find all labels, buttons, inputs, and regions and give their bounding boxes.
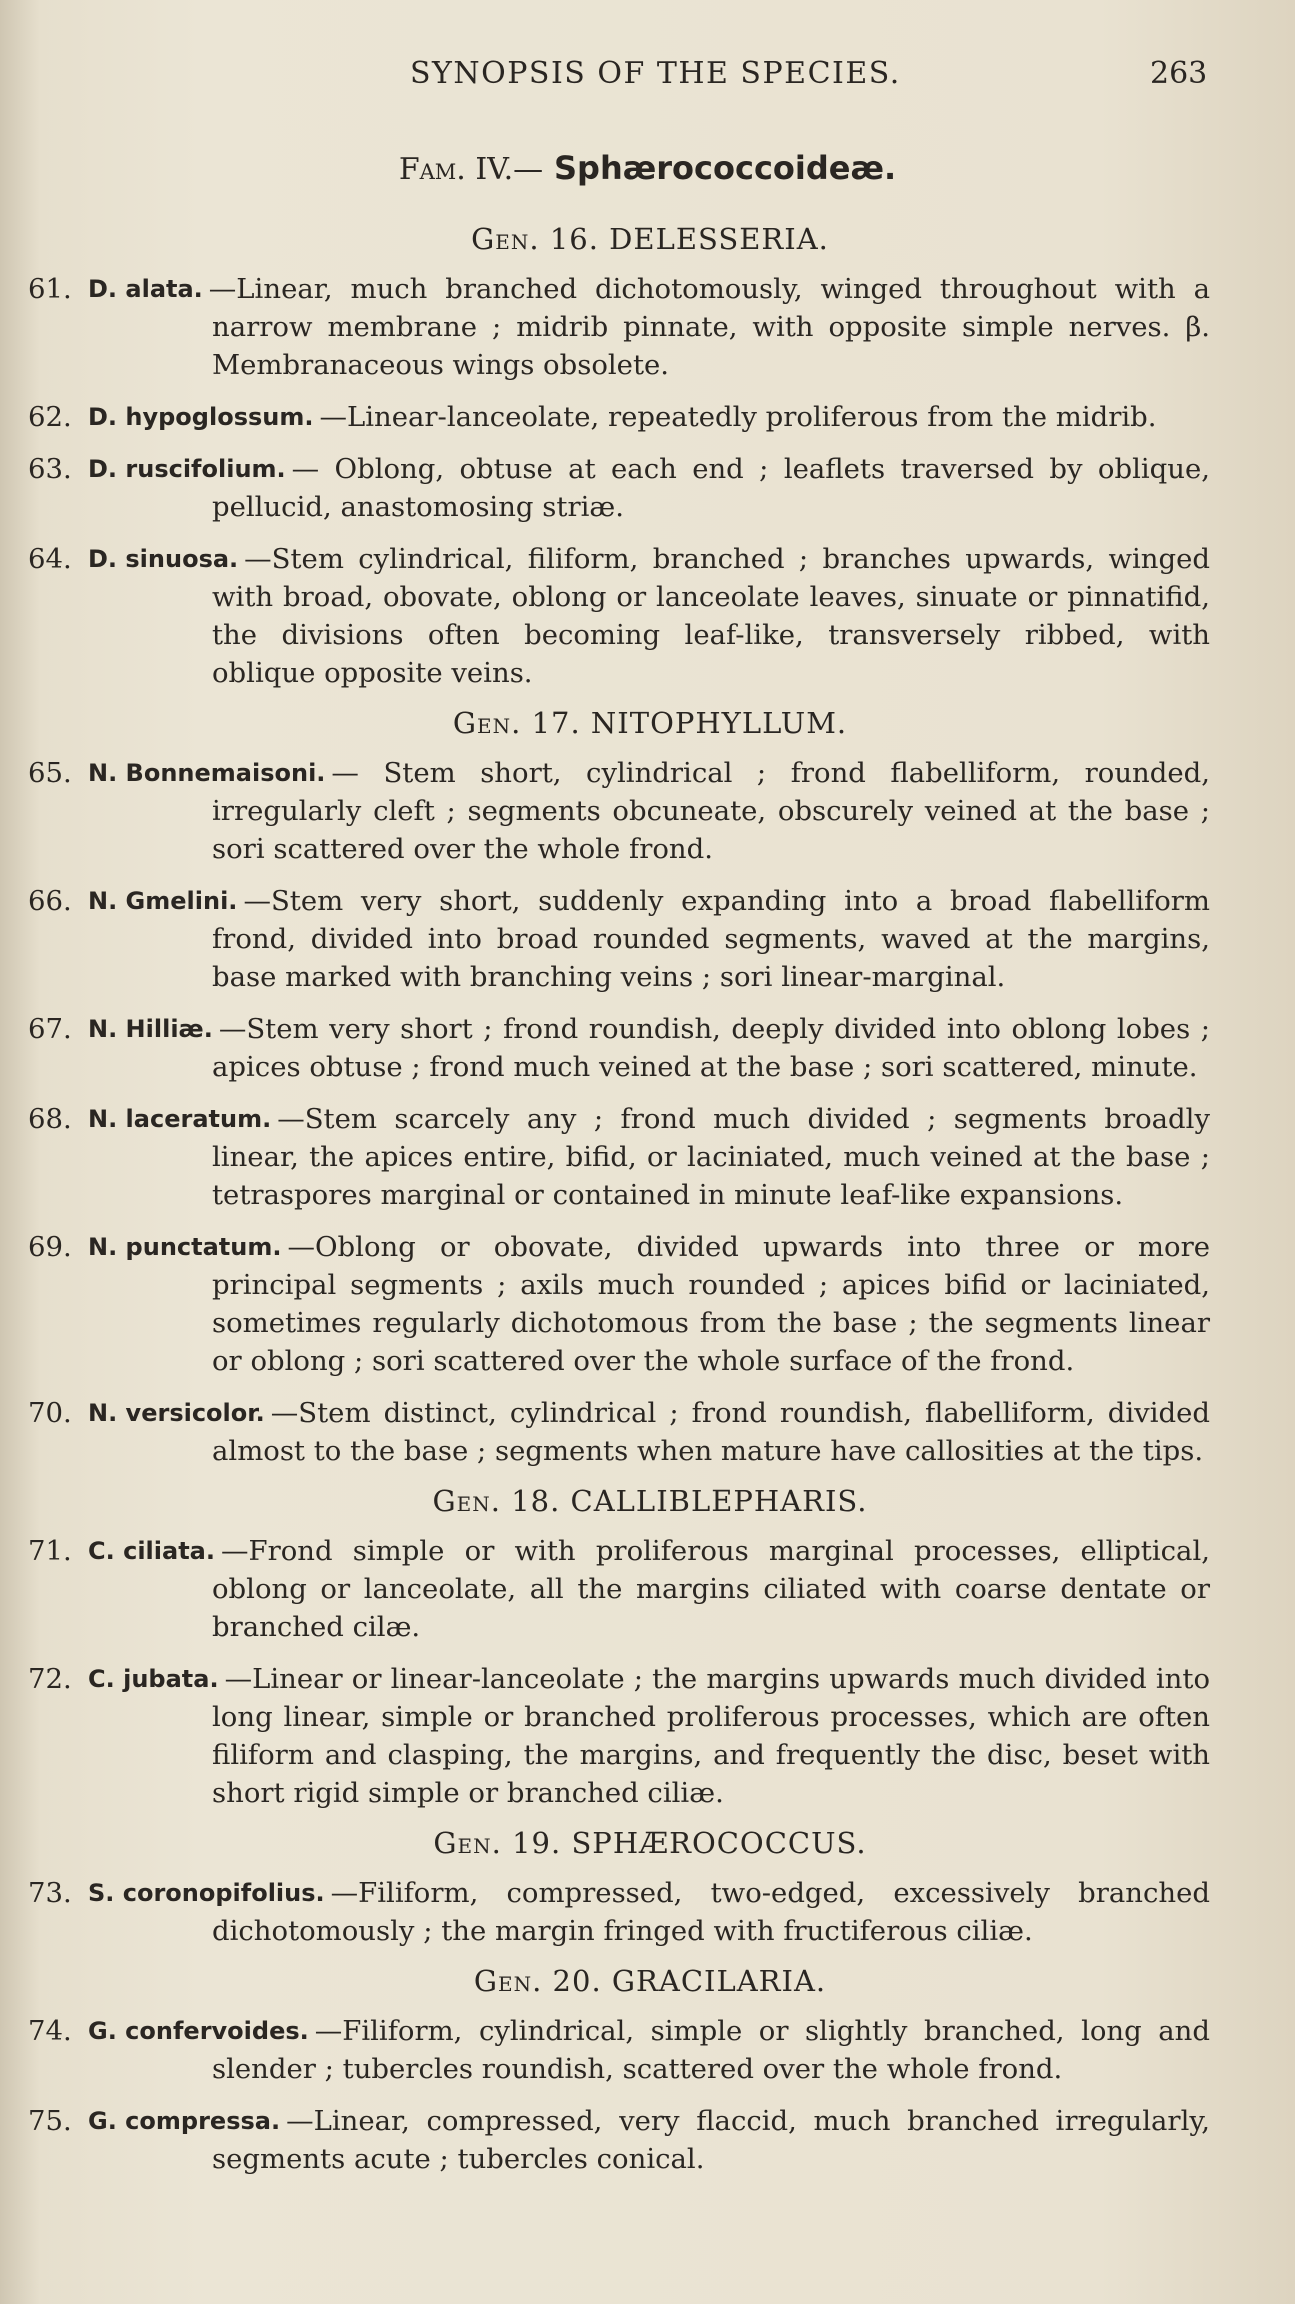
species-description: —Linear-lanceolate, repeatedly proliferous from the midrib. — [319, 401, 1157, 433]
running-head: SYNOPSIS OF THE SPECIES. — [410, 56, 901, 91]
species-name: N. punctatum. — [88, 1233, 282, 1261]
species-description: —Stem cylindrical, filiform, branched ; branches upwards, winged with broad, obovate, oblong or lanceolate leaves, sinuate or pinnatifid, the divisions often becoming leaf-like, transversely ribbed, with oblique opposite veins. — [212, 543, 1210, 689]
entry-number: 68. — [28, 1103, 72, 1135]
genus-label: Gen. 16. — [471, 222, 599, 256]
species-description: —Oblong or obovate, divided upwards into three or more principal segments ; axils much rounded ; apices bifid or laciniated, sometimes regularly dichotomous from the base ; the segments linear or oblong ; sori scattered over the whole surface of the frond. — [212, 1231, 1210, 1377]
genus-name: SPHÆROCOCCUS. — [571, 1826, 867, 1860]
species-name: G. compressa. — [88, 2107, 281, 2135]
genus-label: Gen. 17. — [452, 706, 581, 740]
genus-heading — [90, 706, 1210, 740]
genus-label: Gen. 18. — [432, 1484, 561, 1518]
species-name: N. Gmelini. — [88, 887, 238, 915]
species-description: —Linear or linear-lanceolate ; the margins upwards much divided into long linear, simple or branched proliferous processes, which are often filiform and clasping, the margins, and frequently the disc, beset with short rigid simple or branched ciliæ. — [212, 1663, 1210, 1809]
entry-number: 75. — [28, 2105, 72, 2137]
species-entry — [28, 540, 1210, 692]
entry-number: 64. — [28, 543, 72, 575]
species-description: —Linear, compressed, very flaccid, much branched irregularly, segments acute ; tubercles conical. — [212, 2105, 1210, 2175]
entry-number: 72. — [28, 1663, 72, 1695]
species-name: C. ciliata. — [88, 1537, 215, 1565]
entry-number: 65. — [28, 757, 72, 789]
entry-number: 61. — [28, 273, 72, 305]
species-entry — [28, 2102, 1210, 2178]
species-name: D. alata. — [88, 275, 203, 303]
species-name: D. ruscifolium. — [88, 455, 286, 483]
species-entry — [28, 450, 1210, 526]
genus-name: DELESSERIA. — [609, 222, 829, 256]
entry-number: 69. — [28, 1231, 72, 1263]
species-description: —Stem scarcely any ; frond much divided ; segments broadly linear, the apices entire, bifid, or laciniated, much veined at the base ; tetraspores marginal or contained in minute leaf-like expansions. — [212, 1103, 1210, 1211]
family-name: Sphærococcoideæ. — [554, 149, 897, 187]
species-description: —Stem distinct, cylindrical ; frond roundish, flabelliform, divided almost to the base ; segments when mature have callosities at the tips. — [212, 1397, 1210, 1467]
entry-number: 62. — [28, 401, 72, 433]
species-description: —Linear, much branched dichotomously, winged throughout with a narrow membrane ; midrib pinnate, with opposite simple nerves. β. Membranaceous wings obsolete. — [208, 273, 1210, 381]
genus-name: NITOPHYLLUM. — [590, 706, 848, 740]
species-name: S. coronopifolius. — [88, 1879, 325, 1907]
species-entry — [28, 754, 1210, 868]
genus-label: Gen. 20. — [473, 1964, 602, 1998]
species-entry — [28, 1100, 1210, 1214]
species-name: G. confervoides. — [88, 2017, 309, 2045]
entry-number: 73. — [28, 1877, 72, 1909]
genus-label: Gen. 19. — [433, 1826, 562, 1860]
species-entry — [28, 1532, 1210, 1646]
species-entry — [28, 882, 1210, 996]
species-entry — [28, 1010, 1210, 1086]
species-name: D. hypoglossum. — [88, 403, 314, 431]
species-name: N. laceratum. — [88, 1105, 272, 1133]
genus-heading — [90, 1964, 1210, 1998]
entry-number: 74. — [28, 2015, 72, 2047]
species-description: —Frond simple or with proliferous marginal processes, elliptical, oblong or lanceolate, all the margins ciliated with coarse dentate or branched cilæ. — [212, 1535, 1210, 1643]
species-entry — [28, 2012, 1210, 2088]
entry-number: 71. — [28, 1535, 72, 1567]
species-name: C. jubata. — [88, 1665, 219, 1693]
genus-heading — [90, 222, 1210, 256]
species-entry — [28, 398, 1210, 436]
species-entry — [28, 1660, 1210, 1812]
species-entry — [28, 1228, 1210, 1380]
page-header — [0, 56, 1295, 106]
species-description: —Filiform, cylindrical, simple or slightly branched, long and slender ; tubercles roundish, scattered over the whole frond. — [212, 2015, 1210, 2085]
species-name: N. Bonnemaisoni. — [88, 759, 326, 787]
species-entry — [28, 270, 1210, 384]
genus-heading — [90, 1484, 1210, 1518]
genus-name: CALLIBLEPHARIS. — [570, 1484, 868, 1518]
genus-name: GRACILARIA. — [611, 1964, 827, 1998]
species-entry — [28, 1394, 1210, 1470]
species-entry — [28, 1874, 1210, 1950]
species-synopsis — [28, 210, 1210, 2192]
species-name: D. sinuosa. — [88, 545, 239, 573]
family-label: Fam. IV.— — [398, 152, 544, 187]
genus-heading — [90, 1826, 1210, 1860]
species-description: —Stem very short ; frond roundish, deeply divided into oblong lobes ; apices obtuse ; frond much veined at the base ; sori scattered, minute. — [212, 1013, 1210, 1083]
species-description: —Filiform, compressed, two-edged, excessively branched dichotomously ; the margin fringed with fructiferous ciliæ. — [212, 1877, 1210, 1947]
entry-number: 70. — [28, 1397, 72, 1429]
species-name: N. versicolor. — [88, 1399, 265, 1427]
entry-number: 67. — [28, 1013, 72, 1045]
species-description: —Stem very short, suddenly expanding into a broad flabelliform frond, divided into broad rounded segments, waved at the margins, base marked with branching veins ; sori linear-marginal. — [212, 885, 1210, 993]
species-description: — Oblong, obtuse at each end ; leaflets traversed by oblique, pellucid, anastomosing striæ. — [212, 453, 1210, 523]
page-number: 263 — [1150, 56, 1208, 91]
family-heading — [0, 148, 1295, 188]
entry-number: 63. — [28, 453, 72, 485]
species-name: N. Hilliæ. — [88, 1015, 213, 1043]
species-description: — Stem short, cylindrical ; frond flabelliform, rounded, irregularly cleft ; segments obcuneate, obscurely veined at the base ; sori scattered over the whole frond. — [212, 757, 1210, 865]
entry-number: 66. — [28, 885, 72, 917]
